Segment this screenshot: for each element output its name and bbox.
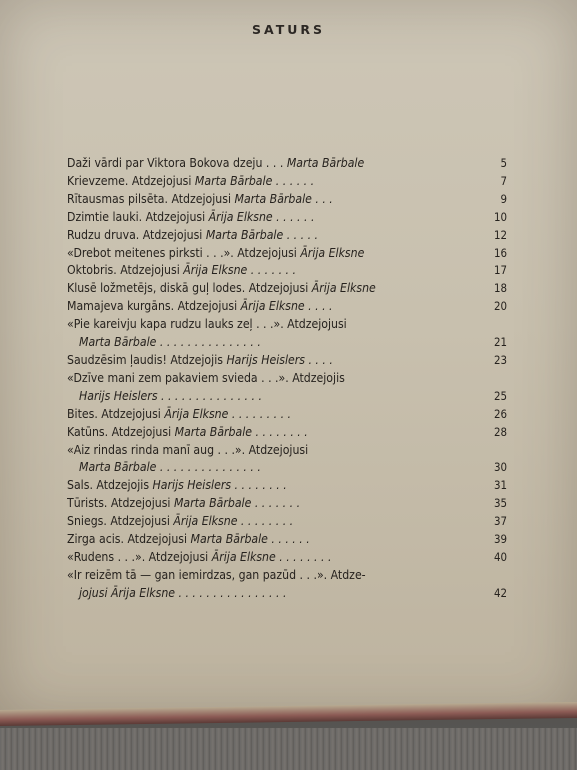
toc-entry-title: Mamajeva kurgāns. (67, 299, 175, 314)
toc-entry-text (67, 477, 475, 495)
toc-entry-title: Bites. (67, 406, 98, 421)
toc-entry-text (67, 406, 475, 424)
toc-entry-page-number: 35 (493, 496, 507, 511)
toc-entry-author: Ārija Elksne (300, 245, 365, 260)
toc-entry (67, 424, 507, 442)
toc-entry-author: Marta Bārbale . . . . . . . (173, 496, 301, 511)
toc-entry-text (67, 513, 475, 531)
toc-entry-author: Marta Bārbale . . . (234, 191, 333, 206)
toc-entry-page-number: 28 (493, 424, 507, 439)
toc-entry-page-number: 25 (493, 388, 507, 403)
toc-entry-role: Atdzejojusi (142, 227, 203, 242)
toc-entry-text (67, 191, 475, 209)
toc-entry-role: Atdzejojusi (111, 424, 172, 439)
toc-entry (67, 567, 507, 603)
toc-entry-title: Katūns. (67, 424, 109, 439)
toc-entry-page-number: 12 (493, 227, 507, 242)
background-surface (0, 728, 577, 770)
toc-entry-role: Atdzejojusi (110, 514, 170, 529)
toc-entry-text (67, 352, 475, 370)
toc-entry-text (67, 549, 475, 567)
toc-entry (67, 370, 507, 406)
toc-entry-title: «Aiz rindas rinda manī aug . . .». (67, 442, 246, 457)
toc-entry-page-number: 26 (493, 406, 507, 421)
toc-entry-author: Marta Bārbale . . . . . . (190, 532, 310, 547)
toc-entry (67, 262, 507, 280)
toc-entry-role: Atdzejojis (292, 370, 345, 385)
toc-entry (67, 531, 507, 549)
toc-entry (67, 495, 507, 513)
toc-entry-author: Harijs Heislers . . . . . . . . . . . . . . . (79, 388, 262, 403)
toc-entry-page-number: 17 (493, 263, 507, 278)
toc-entry-author: Ārija Elksne . . . . . . (208, 209, 315, 224)
toc-entry (67, 513, 507, 531)
toc-entry-text (67, 531, 475, 549)
toc-entry-text (67, 280, 475, 298)
toc-entry-text (67, 209, 475, 227)
toc-entry-role: Atdzejojis (170, 352, 223, 367)
toc-entry (67, 477, 507, 495)
toc-entry-title: «Dzīve mani zem pakaviem svieda . . .». (67, 370, 289, 385)
toc-entry (67, 406, 507, 424)
toc-entry-text (67, 262, 475, 280)
toc-entry-role: Atdzejojusi (287, 317, 347, 332)
toc-entry-title: Klusē ložmetējs, diskā guļ lodes. (67, 281, 246, 296)
toc-entry (67, 549, 507, 567)
toc-entry-page-number: 20 (493, 299, 507, 314)
toc-entry-page-number: 10 (493, 209, 507, 224)
toc-entry-text (67, 298, 475, 316)
toc-entry (67, 191, 507, 209)
toc-entry-author: Ārija Elksne . . . . (240, 299, 333, 314)
toc-entry-author: Marta Bārbale . . . . . . (194, 173, 315, 188)
toc-entry-title: Rudzu druva. (67, 227, 140, 242)
toc-entry-text (67, 245, 475, 263)
toc-entry (67, 245, 507, 263)
toc-entry-page-number: 16 (493, 245, 507, 260)
toc-entry-author: jojusi Ārija Elksne . . . . . . . . . . . . . . . . (79, 585, 287, 600)
toc-entry (67, 173, 507, 191)
toc-entry-author: Ārija Elksne . . . . . . . . (211, 549, 332, 564)
toc-entry-title: Oktobris. (67, 263, 117, 278)
toc-entry (67, 280, 507, 298)
toc-entry-title: Krievzeme. (67, 173, 129, 188)
toc-entry (67, 298, 507, 316)
toc-entry-page-number: 5 (500, 156, 507, 170)
toc-entry-author: Ārija Elksne . . . . . . . . . (164, 406, 292, 421)
toc-entry-title: Rītausmas pilsēta. (67, 191, 168, 206)
toc-entry-page-number: 30 (493, 460, 507, 475)
toc-entry-text (67, 495, 475, 513)
toc-entry (67, 442, 507, 478)
toc-entry-title: Saudzēsim ļaudis! (67, 352, 167, 367)
toc-entry-role: Atdzejojusi (127, 532, 188, 547)
toc-entry-author: Ārija Elksne . . . . . . . (183, 263, 297, 278)
toc-entry (67, 316, 507, 352)
toc-entry-text (67, 227, 475, 245)
toc-entry (67, 352, 507, 370)
toc-entry-page-number: 23 (493, 352, 507, 367)
toc-entry-role: Atdzejojusi (237, 245, 297, 260)
toc-entry-text (67, 424, 475, 442)
page-title: SATURS (251, 22, 325, 37)
toc-entry-title: «Drebot meitenes pirksti . . .». (67, 245, 234, 260)
toc-entry-role: Atdzejojusi (145, 209, 206, 224)
toc-entry-text (67, 316, 475, 352)
toc-entry-role: Atdzejojusi (248, 442, 309, 457)
toc-entry-role: Atdzejojusi (101, 406, 161, 421)
toc-entry-author: Ārija Elksne . . . . . . . . (173, 514, 294, 529)
toc-entry-text (67, 173, 475, 191)
toc-entry (67, 209, 507, 227)
toc-entry-author: Ārija Elksne (311, 281, 376, 296)
toc-entry-title: Zirga acis. (67, 532, 124, 547)
toc-entry-role: Atdze- (330, 567, 366, 582)
toc-entry-text (67, 370, 475, 406)
toc-entry-page-number: 21 (493, 335, 507, 350)
toc-entry-text (67, 442, 475, 478)
toc-entry-role: Atdzejojusi (110, 496, 171, 511)
toc-entry-title: Dzimtie lauki. (67, 209, 143, 224)
toc-entry-role: Atdzejojusi (148, 549, 209, 564)
toc-entry-role: Atdzejojusi (131, 173, 192, 188)
toc-entry-title: Sniegs. (67, 514, 107, 529)
toc-entry-role: Atdzejojusi (171, 191, 231, 206)
toc-entry-author: Marta Bārbale . . . . . . . . . . . . . . . (79, 335, 261, 350)
toc-entry-title: «Ir reizēm tā — gan iemirdzas, gan pazūd . . .». (67, 567, 328, 582)
toc-entry-role: Atdzejojusi (248, 281, 309, 296)
toc-entry (67, 227, 507, 245)
toc-entry-role: Atdzejojusi (120, 263, 180, 278)
toc-entry-text (67, 567, 475, 603)
toc-entry-author: Marta Bārbale (286, 156, 365, 170)
toc-entry-page-number: 40 (493, 549, 507, 564)
toc-entry-page-number: 39 (493, 532, 507, 547)
toc-entry-author: Harijs Heislers . . . . (226, 352, 333, 367)
toc-entry-role: Atdzejojis (96, 478, 150, 493)
toc-entry-page-number: 42 (493, 585, 507, 600)
toc-entry-author: Marta Bārbale . . . . . (205, 227, 319, 242)
table-of-contents (67, 155, 507, 603)
toc-entry-role: Atdzejojusi (177, 299, 238, 314)
toc-entry-author: Marta Bārbale . . . . . . . . (174, 424, 308, 439)
toc-entry-page-number: 37 (493, 514, 507, 529)
toc-entry-page-number: 7 (500, 173, 507, 188)
toc-entry-title: Tūrists. (67, 496, 108, 511)
toc-entry-title: Daži vārdi par Viktora Bokova dzeju . . . (67, 156, 284, 170)
toc-entry-title: «Pie kareivju kapa rudzu lauks zeļ . . .». (67, 317, 284, 332)
toc-entry-title: «Rudens . . .». (67, 549, 146, 564)
toc-entry-page-number: 18 (493, 281, 507, 296)
toc-entry-text (67, 155, 475, 173)
toc-entry (67, 155, 507, 173)
toc-entry-author: Harijs Heislers . . . . . . . . (152, 478, 287, 493)
toc-entry-title: Sals. (67, 478, 93, 493)
toc-entry-page-number: 9 (500, 191, 507, 206)
toc-entry-author: Marta Bārbale . . . . . . . . . . . . . . . (79, 460, 261, 475)
toc-entry-page-number: 31 (493, 478, 507, 493)
